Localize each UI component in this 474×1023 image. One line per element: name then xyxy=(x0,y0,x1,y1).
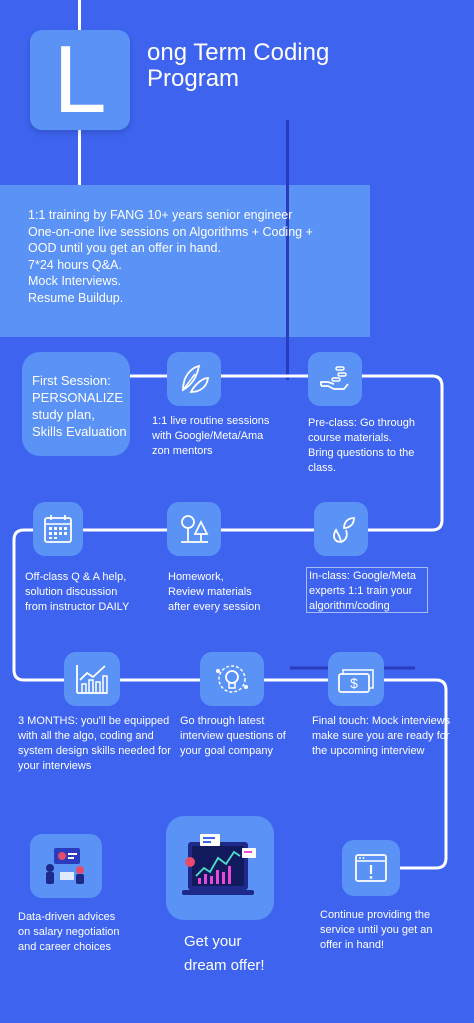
caption-line: make sure you are ready for xyxy=(312,730,450,742)
caption-line: system design skills needed for xyxy=(18,745,171,757)
caption-line: algorithm/coding xyxy=(309,600,390,612)
hand-coins-icon xyxy=(318,362,352,396)
three-months-caption xyxy=(18,714,171,774)
continue-caption xyxy=(320,908,433,953)
growth-chart-icon xyxy=(74,662,110,696)
dream-offer-tile xyxy=(166,816,274,920)
first-session-line: PERSONALIZE xyxy=(32,390,124,405)
caption-line: solution discussion xyxy=(25,586,118,598)
dollar-bills-icon xyxy=(337,664,375,694)
caption-line: offer in hand! xyxy=(320,939,385,951)
caption-line: Data-driven advices xyxy=(18,911,116,923)
off-class-tile xyxy=(33,502,83,556)
sprout-icon xyxy=(324,512,358,546)
page-title-line2: Program xyxy=(147,65,240,92)
dream-offer-line: Get your xyxy=(184,933,242,950)
first-session-text xyxy=(32,372,127,440)
leaves-icon xyxy=(177,362,211,396)
caption-line: Final touch: Mock interviews xyxy=(312,715,451,727)
caption-line: Bring questions to the xyxy=(308,447,415,459)
intro-line: 1:1 training by FANG 10+ years senior engineer xyxy=(28,208,293,222)
caption-line: class. xyxy=(308,462,337,474)
analytics-people-icon xyxy=(40,844,92,888)
page-title-line1: ong Term Coding xyxy=(147,39,330,66)
live-sessions-tile xyxy=(167,352,221,406)
caption-line: service until you get an xyxy=(320,924,433,936)
final-touch-caption xyxy=(312,714,450,759)
caption-line: from instructor DAILY xyxy=(25,601,130,613)
caption-line: interview questions of xyxy=(180,730,286,742)
gear-lightbulb-icon xyxy=(212,661,252,697)
data-driven-caption xyxy=(18,910,120,955)
in-class-tile xyxy=(314,502,368,556)
caption-line: Pre-class: Go through xyxy=(308,417,415,429)
first-session-line: Skills Evaluation xyxy=(32,424,127,439)
homework-caption xyxy=(168,570,260,615)
intro-line: 7*24 hours Q&A. xyxy=(28,257,122,272)
caption-line: with all the algo, coding and xyxy=(18,730,154,742)
intro-line: Resume Buildup. xyxy=(28,290,124,305)
caption-line: In-class: Google/Meta xyxy=(309,570,416,582)
trees-icon xyxy=(177,512,211,546)
caption-line: Off-class Q & A help, xyxy=(25,571,127,583)
calendar-icon xyxy=(41,512,75,546)
caption-line: with Google/Meta/Ama xyxy=(152,430,264,442)
caption-line: your interviews xyxy=(18,760,92,772)
dream-offer-text xyxy=(184,930,265,978)
svg-text:$: $ xyxy=(350,675,358,691)
caption-line: your goal company xyxy=(180,745,273,757)
logo-letter: L xyxy=(53,26,107,133)
caption-line: 3 MONTHS: you'll be equipped xyxy=(18,715,170,727)
caption-line: Review materials xyxy=(168,586,252,598)
dream-offer-line: dream offer! xyxy=(184,957,265,974)
pre-class-caption xyxy=(308,416,415,476)
intro-line: One-on-one live sessions on Algorithms + Coding + xyxy=(28,224,313,239)
three-months-tile xyxy=(64,652,120,706)
caption-line: course materials. xyxy=(308,432,392,444)
off-class-caption xyxy=(25,570,129,615)
data-driven-tile xyxy=(30,834,102,898)
dashboard-laptop-icon xyxy=(178,828,262,908)
homework-tile xyxy=(167,502,221,556)
caption-line: after every session xyxy=(168,601,261,613)
final-touch-tile xyxy=(328,652,384,706)
caption-line: experts 1:1 train your xyxy=(309,585,413,597)
in-class-caption xyxy=(309,569,416,614)
live-sessions-caption xyxy=(152,414,269,459)
caption-line: Go through latest xyxy=(180,715,265,727)
first-session-line: study plan, xyxy=(32,407,95,422)
caption-line: zon mentors xyxy=(152,445,213,457)
intro-line: Mock Interviews. xyxy=(28,274,122,288)
caption-line: on salary negotiation xyxy=(18,926,120,938)
caption-line: 1:1 live routine sessions xyxy=(152,415,270,427)
caption-line: Homework, xyxy=(168,571,224,583)
latest-questions-caption xyxy=(180,714,286,759)
pre-class-tile xyxy=(308,352,362,406)
caption-line: and career choices xyxy=(18,941,111,953)
intro-line: OOD until you get an offer in hand. xyxy=(28,241,221,255)
caption-line: the upcoming interview xyxy=(312,745,425,757)
continue-tile xyxy=(342,840,400,896)
latest-questions-tile xyxy=(200,652,264,706)
alert-window-icon xyxy=(354,852,388,884)
caption-line: Continue providing the xyxy=(320,909,431,921)
first-session-line: First Session: xyxy=(32,373,111,388)
